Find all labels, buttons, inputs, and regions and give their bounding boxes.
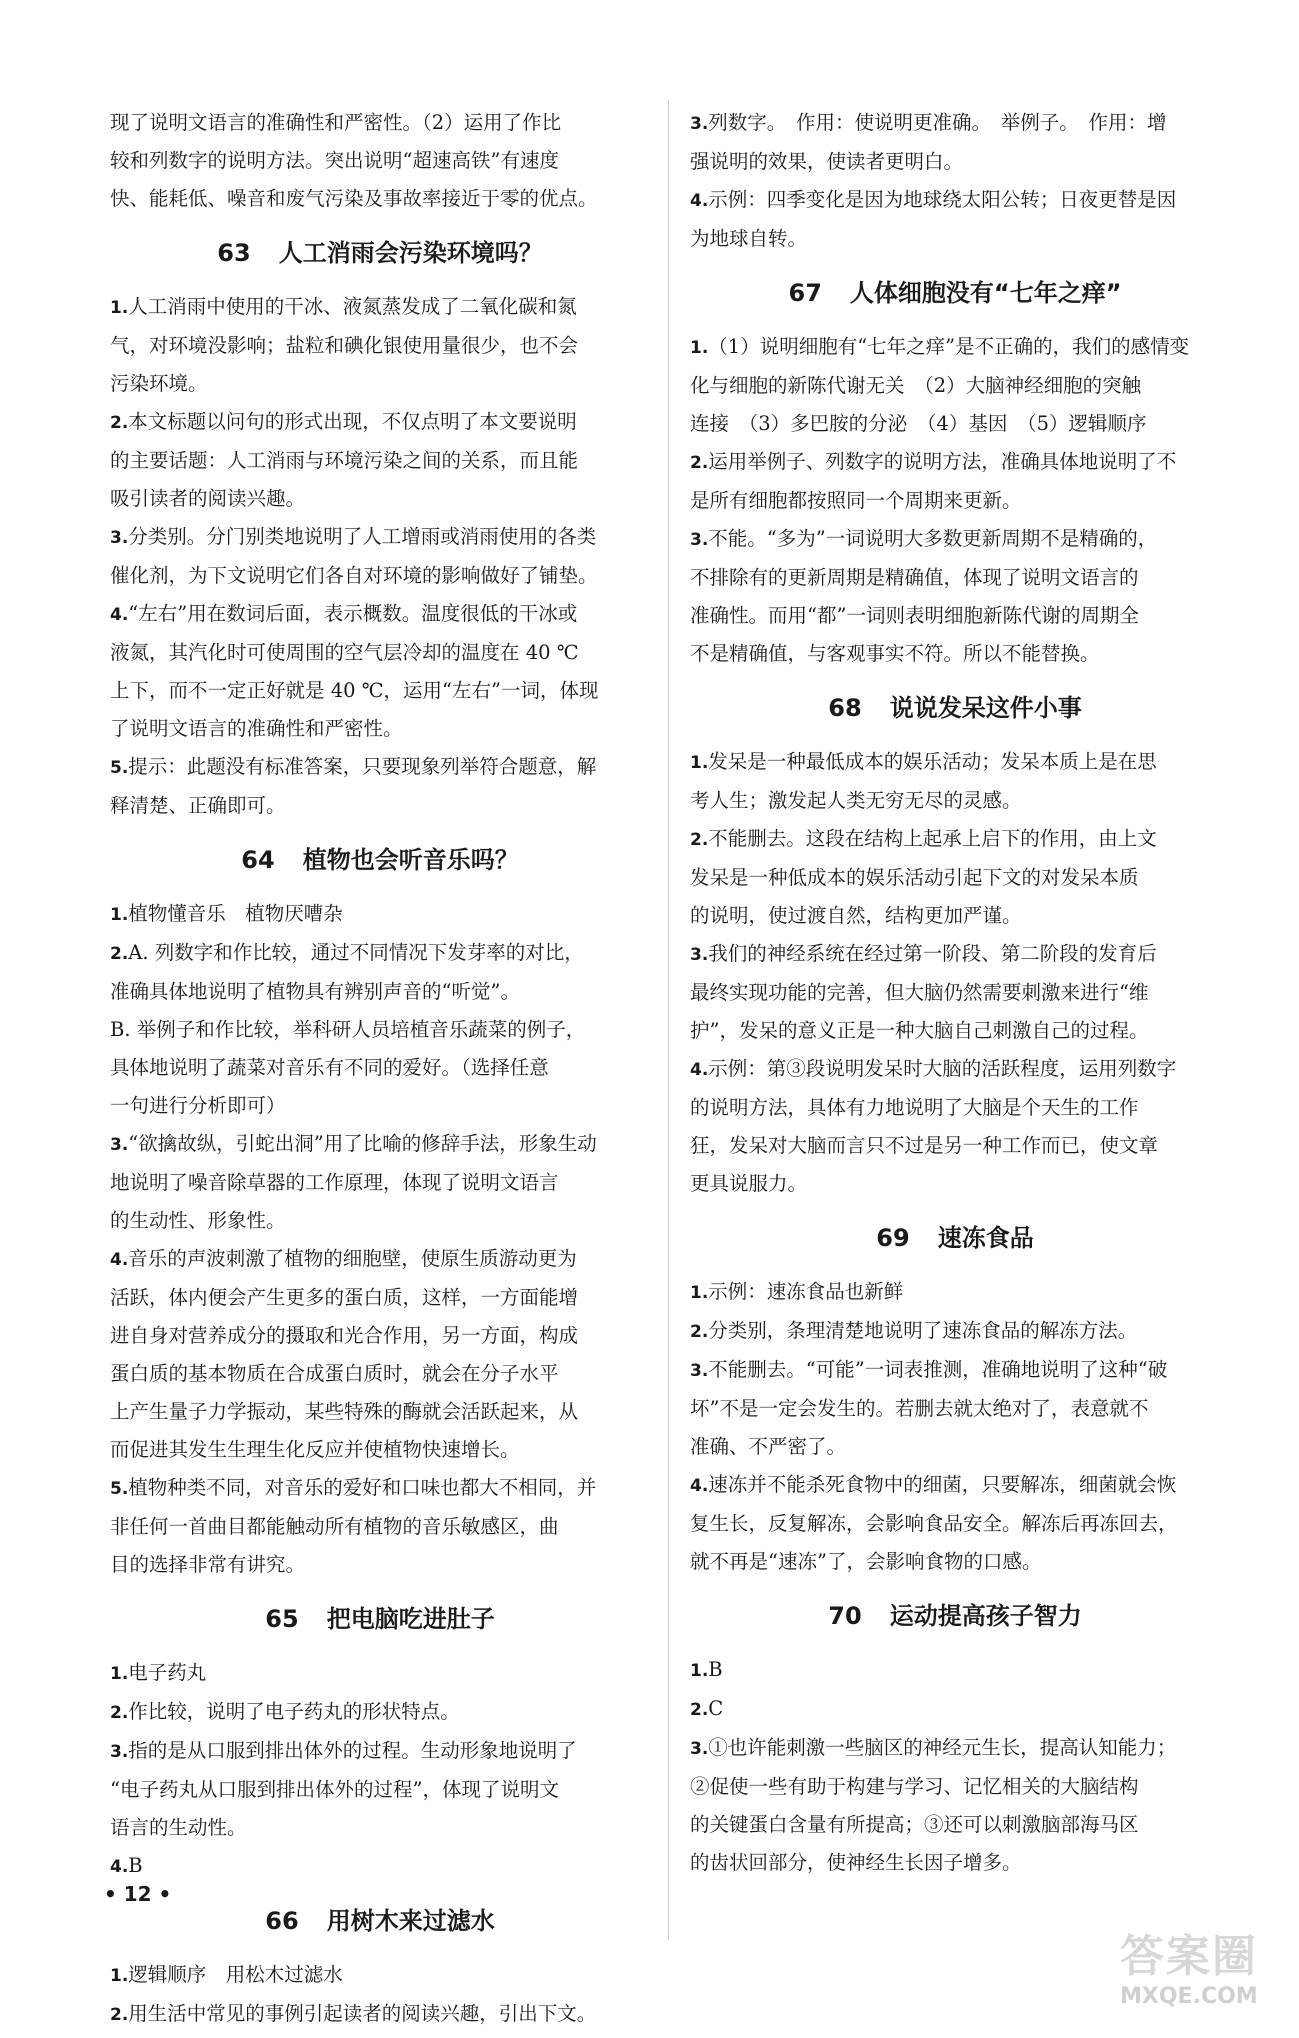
- answer-text: 考人生；激发起人类无穷无尽的灵感。: [690, 789, 1022, 812]
- answer-text: “电子药丸从口服到排出体外的过程”，体现了说明文: [110, 1778, 559, 1801]
- answer-text: 上下，而不一定正好就是 40 ℃，运用“左右”一词，体现: [110, 679, 599, 702]
- answer-text: 人工消雨中使用的干冰、液氮蒸发成了二氧化碳和氮: [128, 295, 577, 318]
- answer-number: 4.: [110, 605, 129, 625]
- answer-line: [690, 635, 1220, 673]
- section-number: 68: [828, 694, 862, 722]
- answer-line: [110, 672, 650, 710]
- answer-text: 逻辑顺序 用松木过滤水: [128, 1963, 343, 1986]
- answer-text: “左右”用在数词后面，表示概数。温度很低的干冰或: [128, 602, 578, 625]
- answer-text: 了说明文语言的准确性和严密性。: [110, 717, 403, 740]
- answer-text: B. 举例子和作比较，举科研人员培植音乐蔬菜的例子，: [110, 1018, 586, 1041]
- answer-item: [690, 181, 1220, 258]
- left-column: [110, 104, 650, 2034]
- answer-line: [690, 181, 1220, 220]
- answer-line: [690, 405, 1220, 443]
- answer-number: 1.: [690, 1283, 709, 1303]
- answer-line: [690, 482, 1220, 520]
- answer-number: 3.: [690, 1361, 709, 1381]
- answer-text: 释清楚、正确即可。: [110, 794, 286, 817]
- answer-line: [690, 1312, 1220, 1351]
- answer-number: 4.: [690, 1060, 709, 1080]
- answer-item: [690, 743, 1220, 820]
- answer-number: 4.: [110, 1250, 129, 1270]
- answer-text: 用生活中常见的事例引起读者的阅读兴趣，引出下文。: [128, 2002, 597, 2025]
- answer-line: [110, 518, 650, 557]
- answer-line: [110, 973, 650, 1011]
- answer-item: [690, 104, 1220, 181]
- answer-line: [690, 1543, 1220, 1581]
- answer-text: 狂，发呆对大脑而言只不过是另一种工作而已，使文章: [690, 1134, 1159, 1157]
- answer-text: 就不再是“速冻”了，会影响食物的口感。: [690, 1550, 1042, 1573]
- answer-text: ②促使一些有助于构建与学习、记忆相关的大脑结构: [690, 1775, 1139, 1798]
- answer-line: [690, 1651, 1220, 1690]
- answer-text: 地说明了噪音除草器的工作原理，体现了说明文语言: [110, 1171, 559, 1194]
- section-title: 人体细胞没有“七年之痒”: [849, 279, 1122, 307]
- answer-number: 2.: [690, 453, 709, 473]
- answer-text: 不能删去。“可能”一词表推测，准确地说明了这种“破: [708, 1358, 1168, 1381]
- answer-text: 音乐的声波刺激了植物的细胞壁，使原生质游动更为: [128, 1247, 577, 1270]
- answer-number: 3.: [690, 114, 709, 134]
- right-intro: [690, 104, 1220, 258]
- answer-line: [110, 595, 650, 634]
- answer-item: [110, 1693, 650, 1732]
- answer-item: [690, 1651, 1220, 1690]
- answer-number: 1.: [690, 1661, 709, 1681]
- answer-item: [690, 1351, 1220, 1466]
- answer-number: 3.: [690, 945, 709, 965]
- answer-text: 非任何一首曲目都能触动所有植物的音乐敏感区，曲: [110, 1515, 559, 1538]
- section-number: 70: [828, 1602, 862, 1630]
- answer-text: 污染环境。: [110, 372, 208, 395]
- answer-line: [690, 1844, 1220, 1882]
- answer-text: 示例：四季变化是因为地球绕太阳公转；日夜更替是因: [708, 188, 1177, 211]
- answer-line: [690, 820, 1220, 859]
- answer-line: [110, 1240, 650, 1279]
- answer-text: 列数字。 作用：使说明更准确。 举例子。 作用：增: [708, 111, 1167, 134]
- answer-text: 我们的神经系统在经过第一阶段、第二阶段的发育后: [708, 942, 1157, 965]
- answer-line: [110, 1431, 650, 1469]
- answer-item: [110, 1847, 650, 1886]
- answer-text: 蛋白质的基本物质在合成蛋白质时，就会在分子水平: [110, 1362, 559, 1385]
- answer-item: [110, 518, 650, 595]
- answer-line: [690, 1466, 1220, 1505]
- answer-line: [110, 1546, 650, 1584]
- watermark-url: MXQE.COM: [1120, 1984, 1258, 2009]
- answer-text: 分类别，条理清楚地说明了速冻食品的解冻方法。: [708, 1319, 1138, 1342]
- answer-number: 2.: [690, 1322, 709, 1342]
- left-intro: [110, 104, 650, 218]
- section-number: 67: [788, 279, 822, 307]
- answer-line: [110, 288, 650, 327]
- answer-text: 具体地说明了蔬菜对音乐有不同的爱好。（选择任意: [110, 1056, 549, 1079]
- answer-line: [110, 1847, 650, 1886]
- answer-line: [690, 1729, 1220, 1768]
- answer-number: 3.: [110, 1135, 129, 1155]
- answer-item: [110, 595, 650, 748]
- answer-line: [690, 1089, 1220, 1127]
- answer-text: 不能删去。这段在结构上起承上启下的作用，由上文: [708, 827, 1157, 850]
- answer-line: [690, 559, 1220, 597]
- answer-text: B: [708, 1658, 723, 1681]
- answer-line: [110, 1087, 650, 1125]
- answer-line: [690, 220, 1220, 258]
- answer-number: 3.: [110, 528, 129, 548]
- answer-line: [110, 1732, 650, 1771]
- answer-text: 上产生量子力学振动，某些特殊的酶就会活跃起来，从: [110, 1400, 579, 1423]
- answer-text: 液氮，其汽化时可使周围的空气层冷却的温度在 40 ℃: [110, 641, 579, 664]
- page-number: • 12 •: [104, 1882, 172, 1906]
- answer-number: 1.: [110, 1664, 129, 1684]
- answer-item: [110, 288, 650, 403]
- answer-line: [690, 897, 1220, 935]
- answer-text: 复生长，反复解冻，会影响食品安全。解冻后再冻回去，: [690, 1512, 1178, 1535]
- answer-text: 进自身对营养成分的摄取和光合作用，另一方面，构成: [110, 1324, 579, 1347]
- section-number: 65: [265, 1605, 299, 1633]
- answer-line: [110, 934, 650, 973]
- answer-item: [690, 1466, 1220, 1581]
- answer-text: （1）说明细胞有“七年之痒”是不正确的，我们的感情变: [708, 335, 1190, 358]
- answer-line: [110, 634, 650, 672]
- answer-item: [110, 1956, 650, 1995]
- question-section: [690, 278, 1220, 673]
- answer-number: 2.: [690, 830, 709, 850]
- answer-number: 2.: [110, 2005, 129, 2025]
- answer-line: [690, 520, 1220, 559]
- answer-line: [110, 1693, 650, 1732]
- intro-line: 较和列数字的说明方法。突出说明“超速高铁”有速度: [110, 149, 559, 172]
- answer-text: 示例：速冻食品也新鲜: [708, 1280, 904, 1303]
- answer-line: [690, 743, 1220, 782]
- section-title: 说说发呆这件小事: [889, 694, 1082, 722]
- question-section: [110, 238, 650, 825]
- answer-line: [110, 787, 650, 825]
- answer-number: 3.: [690, 530, 709, 550]
- answer-text: 的主要话题：人工消雨与环境污染之间的关系，而且能: [110, 449, 579, 472]
- answer-item: [110, 1732, 650, 1847]
- answer-text: 电子药丸: [128, 1661, 207, 1684]
- answer-line: [690, 1012, 1220, 1050]
- answer-line: [110, 1995, 650, 2034]
- answer-item: [690, 328, 1220, 443]
- section-number: 63: [217, 239, 251, 267]
- section-heading: [690, 1601, 1220, 1631]
- answer-line: [110, 895, 650, 934]
- answer-text: C: [708, 1697, 724, 1720]
- answer-number: 1.: [690, 753, 709, 773]
- intro-line: 现了说明文语言的准确性和严密性。（2）运用了作比: [110, 111, 562, 134]
- section-title: 植物也会听音乐吗？: [302, 846, 519, 874]
- answer-number: 4.: [690, 191, 709, 211]
- answer-text: 而促进其发生生理生化反应并使植物快速增长。: [110, 1438, 520, 1461]
- section-title: 速冻食品: [937, 1224, 1034, 1252]
- question-section: [110, 1906, 650, 2034]
- answer-line: [690, 367, 1220, 405]
- answer-line: [690, 1050, 1220, 1089]
- answer-line: [690, 1273, 1220, 1312]
- answer-item: [110, 748, 650, 825]
- answer-number: 2.: [690, 1700, 709, 1720]
- answer-line: [110, 480, 650, 518]
- answer-text: ①也许能刺激一些脑区的神经元生长，提高认知能力；: [708, 1736, 1177, 1759]
- answer-line: [110, 1393, 650, 1431]
- answer-item: [110, 934, 650, 1125]
- section-title: 运动提高孩子智力: [889, 1602, 1082, 1630]
- answer-item: [690, 1050, 1220, 1203]
- answer-number: 4.: [690, 1476, 709, 1496]
- answer-text: 气，对环境没影响；盐粒和碘化银使用量很少，也不会: [110, 334, 579, 357]
- answer-text: 分类别。分门别类地说明了人工增雨或消雨使用的各类: [128, 525, 597, 548]
- answer-text: 作比较，说明了电子药丸的形状特点。: [128, 1700, 460, 1723]
- answer-number: 4.: [110, 1857, 129, 1877]
- answer-line: [690, 859, 1220, 897]
- answer-text: 准确性。而用“都”一词则表明细胞新陈代谢的周期全: [690, 604, 1139, 627]
- answer-text: 不是精确值，与客观事实不符。所以不能替换。: [690, 642, 1100, 665]
- answer-line: [110, 1654, 650, 1693]
- question-section: [690, 1223, 1220, 1581]
- answer-line: [110, 1164, 650, 1202]
- answer-line: [110, 557, 650, 595]
- answer-item: [690, 1273, 1220, 1312]
- section-number: 69: [876, 1224, 910, 1252]
- answer-line: [110, 1011, 650, 1049]
- answer-item: [110, 1240, 650, 1469]
- answer-line: [110, 442, 650, 480]
- answer-line: [690, 1768, 1220, 1806]
- answer-line: [690, 782, 1220, 820]
- answer-text: 化与细胞的新陈代谢无关 （2）大脑神经细胞的突触: [690, 374, 1142, 397]
- answer-text: 提示：此题没有标准答案，只要现象列举符合题意，解: [128, 755, 597, 778]
- answer-text: B: [128, 1854, 143, 1877]
- answer-item: [110, 1469, 650, 1584]
- answer-line: [690, 597, 1220, 635]
- section-title: 用树木来过滤水: [326, 1907, 495, 1935]
- answer-text: 发呆是一种低成本的娱乐活动引起下文的对发呆本质: [690, 866, 1139, 889]
- answer-text: 准确具体地说明了植物具有辨别声音的“听觉”。: [110, 980, 520, 1003]
- answer-number: 1.: [110, 905, 129, 925]
- section-heading: [110, 1604, 650, 1634]
- answer-item: [110, 895, 650, 934]
- answer-line: [690, 1505, 1220, 1543]
- answer-number: 2.: [110, 1703, 129, 1723]
- answer-text: 的说明，使过渡自然，结构更加严谨。: [690, 904, 1022, 927]
- answer-line: [690, 1690, 1220, 1729]
- answer-text: 的关键蛋白含量有所提高；③还可以刺激脑部海马区: [690, 1813, 1139, 1836]
- answer-text: 语言的生动性。: [110, 1816, 247, 1839]
- question-section: [110, 845, 650, 1584]
- right-column: [690, 104, 1220, 1882]
- answer-text: 催化剂，为下文说明它们各自对环境的影响做好了铺垫。: [110, 564, 598, 587]
- answer-number: 1.: [690, 338, 709, 358]
- answer-text: 植物种类不同，对音乐的爱好和口味也都大不相同，并: [128, 1476, 597, 1499]
- answer-text: 是所有细胞都按照同一个周期来更新。: [690, 489, 1022, 512]
- section-heading: [690, 693, 1220, 723]
- answer-text: 的齿状回部分，使神经生长因子增多。: [690, 1851, 1022, 1874]
- right-sections: [690, 278, 1220, 1882]
- section-number: 66: [265, 1907, 299, 1935]
- answer-item: [690, 520, 1220, 673]
- answer-text: 更具说服力。: [690, 1172, 808, 1195]
- answer-line: [690, 1428, 1220, 1466]
- answer-line: [690, 1165, 1220, 1203]
- section-title: 把电脑吃进肚子: [326, 1605, 495, 1633]
- answer-item: [110, 403, 650, 518]
- answer-text: 指的是从口服到排出体外的过程。生动形象地说明了: [128, 1739, 577, 1762]
- answer-line: [690, 935, 1220, 974]
- answer-item: [690, 935, 1220, 1050]
- answer-item: [690, 820, 1220, 935]
- answer-item: [690, 1729, 1220, 1882]
- answer-line: [690, 1390, 1220, 1428]
- answer-text: 速冻并不能杀死食物中的细菌，只要解冻，细菌就会恢: [708, 1473, 1177, 1496]
- answer-text: “欲擒故纵，引蛇出洞”用了比喻的修辞手法，形象生动: [128, 1132, 597, 1155]
- answer-text: 植物懂音乐 植物厌嘈杂: [128, 902, 343, 925]
- answer-item: [110, 1654, 650, 1693]
- answer-line: [110, 1809, 650, 1847]
- answer-line: [110, 1508, 650, 1546]
- answer-item: [110, 1995, 650, 2034]
- answer-line: [690, 1806, 1220, 1844]
- answer-line: [110, 748, 650, 787]
- answer-line: [690, 1127, 1220, 1165]
- answer-line: [690, 1351, 1220, 1390]
- answer-item: [690, 1690, 1220, 1729]
- answer-text: 发呆是一种最低成本的娱乐活动；发呆本质上是在思: [708, 750, 1157, 773]
- answer-text: 示例：第③段说明发呆时大脑的活跃程度，运用列数字: [708, 1057, 1177, 1080]
- answer-line: [690, 104, 1220, 143]
- answer-number: 5.: [110, 1479, 129, 1499]
- answer-number: 5.: [110, 758, 129, 778]
- section-heading: [110, 238, 650, 268]
- answer-text: 连接 （3）多巴胺的分泌 （4）基因 （5）逻辑顺序: [690, 412, 1147, 435]
- answer-line: [690, 974, 1220, 1012]
- answer-line: [110, 1355, 650, 1393]
- answer-line: [690, 328, 1220, 367]
- answer-number: 2.: [110, 944, 129, 964]
- answer-number: 1.: [110, 298, 129, 318]
- answer-text: 本文标题以问句的形式出现，不仅点明了本文要说明: [128, 410, 577, 433]
- answer-text: A. 列数字和作比较，通过不同情况下发芽率的对比，: [128, 941, 584, 964]
- answer-line: [110, 1771, 650, 1809]
- answer-text: 活跃，体内便会产生更多的蛋白质，这样，一方面能增: [110, 1286, 579, 1309]
- answer-text: 为地球自转。: [690, 227, 808, 250]
- answer-text: 护”，发呆的意义正是一种大脑自己刺激自己的过程。: [690, 1019, 1149, 1042]
- answer-item: [690, 443, 1220, 520]
- section-number: 64: [241, 846, 275, 874]
- answer-line: [690, 443, 1220, 482]
- answer-text: 不能。“多为”一词说明大多数更新周期不是精确的，: [708, 527, 1158, 550]
- answer-text: 坏”不是一定会发生的。若删去就太绝对了，表意就不: [690, 1397, 1149, 1420]
- answer-number: 2.: [110, 413, 129, 433]
- answer-item: [690, 1312, 1220, 1351]
- intro-line: 快、能耗低、噪音和废气污染及事故率接近于零的优点。: [110, 187, 598, 210]
- answer-text: 的生动性、形象性。: [110, 1209, 286, 1232]
- answer-line: [110, 1956, 650, 1995]
- answer-line: [110, 403, 650, 442]
- answer-line: [110, 710, 650, 748]
- answer-line: [110, 365, 650, 403]
- watermark-logo: [1120, 1930, 1290, 2030]
- answer-line: [690, 143, 1220, 181]
- question-section: [690, 1601, 1220, 1882]
- section-title: 人工消雨会污染环境吗？: [278, 239, 543, 267]
- section-heading: [690, 1223, 1220, 1253]
- answer-text: 准确、不严密了。: [690, 1435, 847, 1458]
- answer-line: [110, 1469, 650, 1508]
- answer-number: 3.: [110, 1742, 129, 1762]
- answer-line: [110, 1125, 650, 1164]
- section-heading: [110, 845, 650, 875]
- answer-line: [110, 1049, 650, 1087]
- column-divider: [668, 100, 669, 1940]
- section-heading: [110, 1906, 650, 1936]
- left-sections: [110, 238, 650, 2034]
- answer-text: 运用举例子、列数字的说明方法，准确具体地说明了不: [708, 450, 1177, 473]
- answer-text: 强说明的效果，使读者更明白。: [690, 150, 964, 173]
- answer-item: [110, 1125, 650, 1240]
- answer-line: [110, 1279, 650, 1317]
- section-heading: [690, 278, 1220, 308]
- answer-line: [110, 1202, 650, 1240]
- answer-text: 吸引读者的阅读兴趣。: [110, 487, 306, 510]
- answer-text: 最终实现功能的完善，但大脑仍然需要刺激来进行“维: [690, 981, 1149, 1004]
- question-section: [690, 693, 1220, 1203]
- answer-text: 的说明方法，具体有力地说明了大脑是个天生的工作: [690, 1096, 1139, 1119]
- answer-text: 目的选择非常有讲究。: [110, 1553, 306, 1576]
- answer-number: 3.: [690, 1739, 709, 1759]
- question-section: [110, 1604, 650, 1886]
- answer-text: 一句进行分析即可）: [110, 1094, 286, 1117]
- watermark-logo-text: 答案圈: [1120, 1931, 1258, 1982]
- answer-number: 1.: [110, 1966, 129, 1986]
- answer-text: 不排除有的更新周期是精确值，体现了说明文语言的: [690, 566, 1139, 589]
- answer-line: [110, 327, 650, 365]
- answer-line: [110, 1317, 650, 1355]
